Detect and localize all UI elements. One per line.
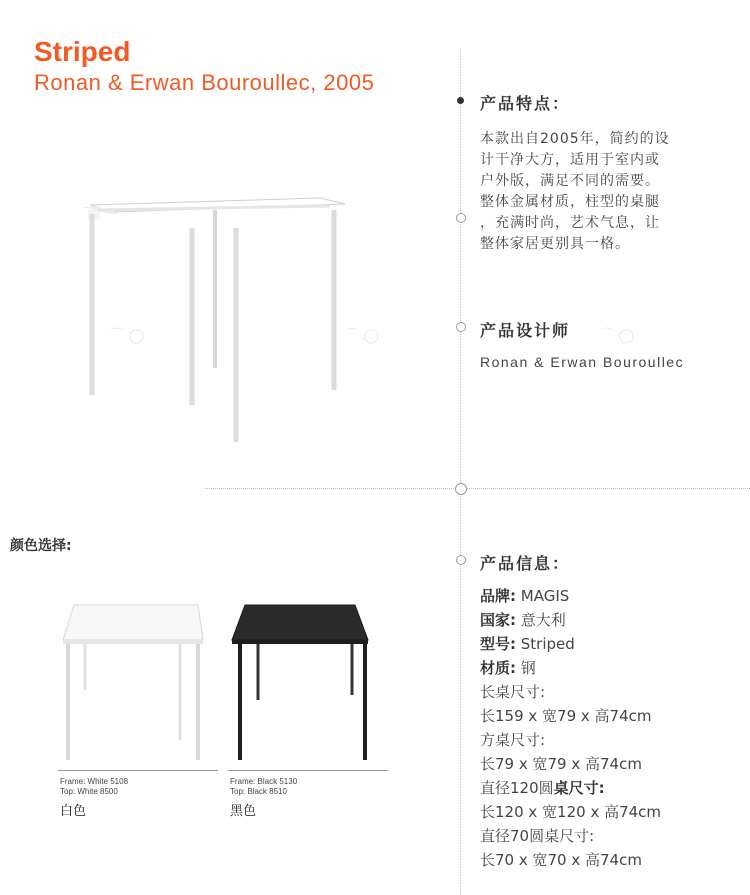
watermark-logo: ⌒ ◯ — [600, 328, 635, 344]
info-model-key: 型号: — [480, 635, 516, 653]
timeline-dot-solid — [457, 97, 464, 104]
table-white-option-image — [58, 600, 218, 770]
info-long-value: 长159 x 宽79 x 高74cm — [480, 707, 652, 725]
table-white-main-image — [70, 180, 360, 450]
features-line: 户外版，满足不同的需要。 — [480, 173, 660, 189]
timeline-vertical-line — [460, 50, 461, 895]
features-text — [480, 129, 730, 255]
color-underline — [58, 770, 218, 771]
black-option-caption — [230, 777, 297, 797]
info-material-key: 材质: — [480, 659, 516, 677]
timeline-dot-ring — [456, 555, 466, 565]
features-line: 本款出自2005年，简约的设 — [480, 131, 670, 147]
info-round70-value: 长70 x 宽70 x 高74cm — [480, 851, 642, 869]
info-square-key — [480, 729, 545, 750]
black-option-name[interactable]: 黑色 — [230, 804, 257, 819]
white-option-caption — [60, 777, 128, 797]
features-line: 整体家居更别具一格。 — [480, 236, 630, 252]
info-country — [480, 609, 566, 630]
info-square-value: 长79 x 宽79 x 高74cm — [480, 755, 642, 773]
info-heading: 产品信息： — [480, 554, 571, 573]
designer-heading: 产品设计师 — [480, 321, 571, 340]
watermark-logo: ⌒ ◯ — [345, 328, 380, 344]
info-round70-key: 直径70圆桌尺寸: — [480, 827, 595, 845]
info-square-key-text: 方桌尺寸: — [480, 731, 546, 749]
color-selection-heading: 颜色选择: — [10, 538, 72, 554]
info-country-key: 国家: — [480, 611, 516, 629]
info-round120-pre: 直径120圆 — [480, 779, 554, 797]
features-line: 计干净大方，适用于室内或 — [480, 152, 660, 168]
info-material — [480, 657, 536, 678]
timeline-dot-ring — [455, 483, 467, 495]
product-subtitle: Ronan & Erwan Bouroullec, 2005 — [34, 70, 375, 95]
info-long-key — [480, 681, 545, 702]
color-underline — [228, 770, 388, 771]
timeline-dot-ring — [456, 213, 466, 223]
info-round120-value: 长120 x 宽120 x 高74cm — [480, 803, 662, 821]
info-round120-key — [480, 777, 605, 798]
info-model-value: Striped — [520, 635, 575, 653]
watermark-logo: ⌒ ◯ — [110, 328, 145, 344]
features-heading: 产品特点： — [480, 94, 571, 113]
frame-spec: Frame: Black 5130 — [230, 777, 298, 786]
table-black-option-image — [230, 600, 390, 770]
top-spec: Top: Black 8510 — [230, 787, 287, 796]
features-line: 整体金属材质，柱型的桌腿 — [480, 194, 660, 210]
designer-name: Ronan & Erwan Bouroullec — [480, 354, 685, 370]
info-round120-key-text: 桌尺寸: — [553, 779, 605, 797]
info-brand-key: 品牌: — [480, 587, 516, 605]
top-spec: Top: White 8500 — [60, 787, 118, 796]
info-material-value: 钢 — [520, 659, 536, 677]
info-long-key-text: 长桌尺寸: — [480, 683, 546, 701]
product-title: Striped — [34, 36, 131, 67]
info-model — [480, 633, 575, 654]
info-country-value: 意大利 — [520, 611, 566, 629]
features-line: ，充满时尚，艺术气息，让 — [480, 215, 660, 231]
white-option-name[interactable]: 白色 — [60, 804, 87, 819]
info-brand — [480, 585, 569, 606]
info-brand-value: MAGIS — [520, 587, 570, 605]
horizontal-divider — [205, 488, 750, 489]
frame-spec: Frame: White 5108 — [60, 777, 129, 786]
timeline-dot-ring — [456, 322, 466, 332]
